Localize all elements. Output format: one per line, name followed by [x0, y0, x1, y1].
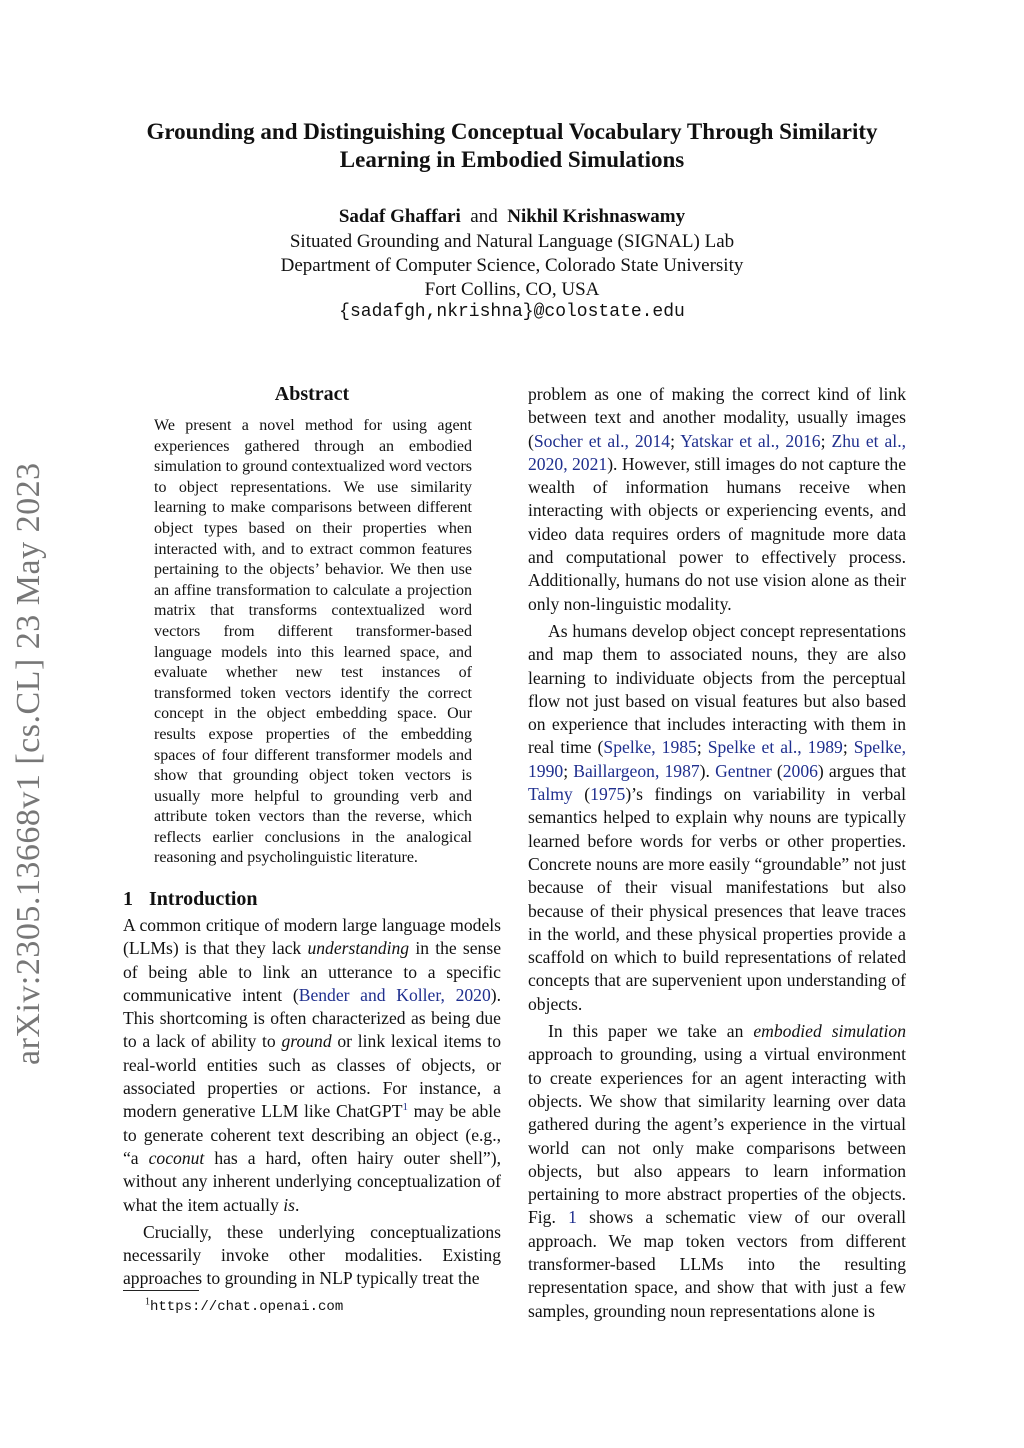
abstract-heading: Abstract — [274, 383, 350, 405]
citation-link[interactable]: Talmy — [528, 784, 573, 805]
citation-link[interactable]: Gentner — [715, 760, 772, 781]
footnote-marker[interactable]: 1 — [402, 1101, 408, 1114]
citation-link[interactable]: Spelke et al., 1989 — [707, 737, 843, 758]
footnote-url[interactable]: https://chat.openai.com — [150, 1299, 344, 1315]
body-paragraph: problem as one of making the correct kind of link between text and another modality, usually images (Socher et al., 2014; Yatskar et al., 2016; Zhu et al., 2020, 2021). However, still images do not capture the wealth of information humans receive when interacting with objects or experiencing events, and video data requires orders of magnitude more data and computational power to effectively process. Additionally, humans do not use vision alone as their only non-linguistic modality. — [528, 384, 907, 614]
footnote-rule — [123, 1290, 199, 1291]
citation-link[interactable]: Zhu et al., 2020, 2021 — [528, 430, 906, 474]
figure-reference-link[interactable]: 1 — [568, 1207, 577, 1228]
author-conjunction: and — [470, 206, 498, 227]
citation-link[interactable]: Spelke, 1985 — [603, 737, 697, 758]
citation-link[interactable]: 1975 — [590, 784, 626, 805]
citation-link[interactable]: Yatskar et al., 2016 — [680, 430, 821, 451]
body-paragraph: As humans develop object concept representations and map them to associated nouns, they are also learning to individuate objects from the perceptual flow not just based on visual features but also based on experience that includes interacting with them in real time (Spelke, 1985; Spelke et al., 1989; Spelke, 1990; Baillargeon, 1987). Gentner (2006) argues that Talmy (1975)’s findings on variability in verbal semantics helped to explain why nouns are typically learned before words for verbs or other properties. Concrete nouns are more easily “groundable” not just because of their visual manifestations but also because of their physical presences that leave traces in the world, and these physical properties provide a scaffold on which to build representations of related concepts that are supervenient upon understanding of objects. — [528, 620, 907, 1014]
citation-link[interactable]: Bender and Koller, 2020 — [298, 984, 491, 1005]
intro-paragraph: A common critique of modern large language models (LLMs) is that they lack understanding in the sense of being able to link an utterance to a specific communicative intent (Bender and Koller, 2020). This shortcoming is often characterized as being due to a lack of ability to ground or link lexical items to real-world entities such as classes of objects, or associated properties or actions. For instance, a modern generative LLM like ChatGPT$^1$ may be able to generate coherent text describing an object (e.g., “a coconut has a hard, often hairy outer shell”), without any inherent underlying conceptualization of what the item actually is. — [123, 915, 502, 1215]
arxiv-stamp: arXiv:2305.13668v1 [cs.CL] 23 May 2023 — [10, 462, 47, 1065]
author-line — [100, 205, 924, 229]
left-column — [123, 914, 501, 1291]
author-email[interactable]: {sadafgh,nkrishna}@colostate.edu — [339, 302, 685, 322]
citation-link[interactable]: Baillargeon, 1987 — [573, 760, 700, 781]
citation-link[interactable]: Socher et al., 2014 — [533, 430, 671, 451]
section-title: Introduction — [149, 888, 258, 910]
right-column — [528, 383, 906, 1323]
citation-link[interactable]: 2006 — [782, 760, 818, 781]
citation-link[interactable]: Spelke, 1990 — [528, 737, 907, 781]
author-name: Sadaf Ghaffari — [338, 206, 461, 227]
section-number: 1 — [123, 888, 133, 910]
body-paragraph: In this paper we take an embodied simulation approach to grounding, using a virtual environment to create experiences for an agent interacting with objects. We show that similarity learning over data gathered during the agent’s experience in the virtual world can not only make comparisons between objects, but also appears to learn information pertaining to more abstract properties of the objects. Fig. 1 shows a schematic view of our overall approach. We map token vectors from different transformer-based LLMs into the resulting representation space, and show that with just a few samples, grounding noun representations alone is — [528, 1021, 906, 1321]
affiliation-location: Fort Collins, CO, USA — [424, 279, 600, 300]
paper-title: Grounding and Distinguishing Conceptual Vocabulary Through Similarity Learning in Embodied Simulations — [146, 119, 878, 172]
affiliation-department: Department of Computer Science, Colorado State University — [280, 255, 744, 276]
abstract-text: We present a novel method for using agent experiences gathered through an embodied simulation to ground contextualized word vectors to object representations. We use similarity learning to make comparisons between different object types based on their properties when interacted with, and to extract common features pertaining to the objects’ behavior. We then use an affine transformation to calculate a projection matrix that transforms contextualized word vectors from different transformer-based language models into this learned space, and evaluate whether new test instances of transformed token vectors identify the correct concept in the object embedding space. Our results expose properties of the embedding spaces of four different transformer models and show that grounding object token vectors is usually more helpful to grounding verb and attribute token vectors than the reverse, which reflects earlier conclusions in the analogical reasoning and psycholinguistic literature. — [154, 417, 472, 867]
author-name: Nikhil Krishnaswamy — [507, 206, 686, 227]
section-heading-introduction — [123, 888, 258, 911]
intro-paragraph: Crucially, these underlying conceptualizations necessarily invoke other modalities. Existing approaches to grounding in NLP typically treat the — [123, 1221, 501, 1289]
footnote: $^1$https://chat.openai.com — [145, 1296, 344, 1315]
affiliation-lab: Situated Grounding and Natural Language (SIGNAL) Lab — [289, 231, 735, 252]
